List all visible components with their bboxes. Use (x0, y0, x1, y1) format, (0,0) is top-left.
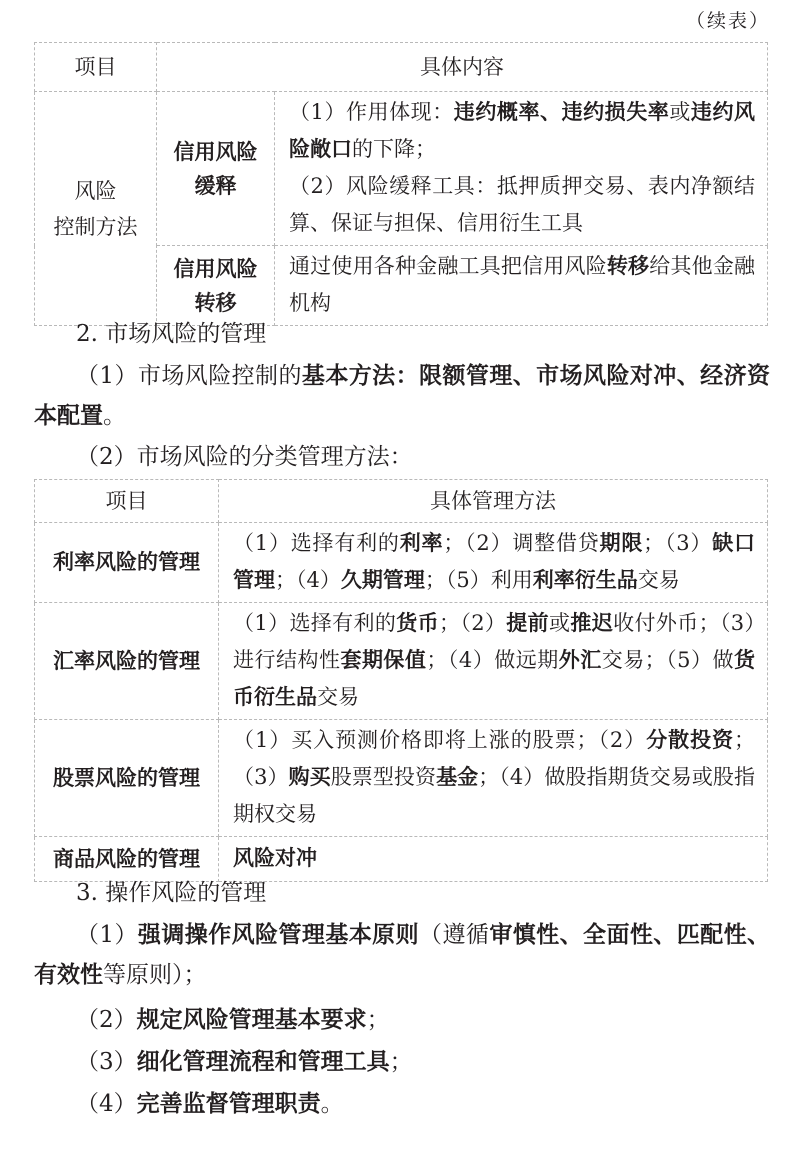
table-header-row (35, 43, 768, 92)
method-cell (219, 720, 768, 837)
section-2-heading: 2. 市场风险的管理 (76, 321, 267, 347)
table-row (35, 603, 768, 720)
text: ；（3） (233, 728, 755, 789)
text: 的下降； (352, 137, 436, 161)
subcategory-line-1: 信用风险 (173, 139, 258, 164)
category-cell (35, 92, 157, 326)
text: 或 (549, 611, 571, 635)
bold-text: 期限 (599, 531, 644, 555)
subcategory-cell (157, 92, 275, 246)
text: （3） (76, 1049, 137, 1075)
market-risk-table (34, 479, 768, 882)
subcategory-line-2: 转移 (194, 290, 237, 315)
text: （4） (76, 1091, 137, 1117)
text: 通过使用各种金融工具把信用风险 (289, 254, 607, 278)
text: （遵循 (419, 922, 490, 948)
bold-text: 审慎性、全面性、匹配性、有效性 (34, 922, 771, 988)
header-content: 具体内容 (157, 43, 768, 92)
content-paragraph: （2）风险缓释工具：抵押质押交易、表内净额结算、保证与担保、信用衍生工具 (289, 174, 755, 235)
bold-text: 规定风险管理基本要求 (136, 1007, 367, 1033)
text: 股票型投资 (330, 765, 437, 789)
text: 交易；（5）做 (601, 648, 734, 672)
section-2-paragraph-2: （2）市场风险的分类管理方法： (76, 444, 413, 470)
text: ；（4） (275, 568, 341, 592)
bold-text: 缺口管理 (233, 531, 755, 592)
item-cell: 商品风险的管理 (35, 837, 219, 882)
content-cell (275, 246, 768, 326)
item-cell: 利率风险的管理 (35, 523, 219, 603)
category-line-1: 风险 (74, 178, 117, 203)
text: 等原则）； (103, 962, 207, 988)
bold-text: 基金 (436, 765, 479, 789)
text: ；（2）调整借贷 (443, 531, 600, 555)
text: （1） (76, 922, 138, 948)
subcategory-line-1: 信用风险 (173, 256, 258, 281)
continued-label: （续表） (685, 10, 770, 32)
header-item: 项目 (35, 480, 219, 523)
bold-text: 转移 (606, 254, 650, 278)
bold-text: 外汇 (558, 648, 602, 672)
text: 。 (103, 403, 126, 429)
bold-text: 货币 (396, 611, 439, 635)
text: （1）市场风险控制的 (76, 363, 302, 389)
bold-text: 完善监督管理职责 (136, 1091, 321, 1117)
category-line-2: 控制方法 (53, 214, 138, 239)
text: （2） (76, 1007, 137, 1033)
bold-text: 利率衍生品 (532, 568, 638, 592)
method-cell (219, 523, 768, 603)
text: ；（4）做股指期货交易或股指期权交易 (233, 765, 755, 826)
text: ；（5）利用 (424, 568, 533, 592)
text: 交易 (637, 568, 680, 592)
header-item: 项目 (35, 43, 157, 92)
text: ；（3） (643, 531, 713, 555)
bold-text: 风险对冲 (233, 846, 317, 870)
text: ；（4）做远期 (426, 648, 559, 672)
bold-text: 货币衍生品 (233, 648, 755, 709)
text: （1）作用体现： (289, 100, 454, 124)
text: 收付外币；（3）进行结构性 (233, 611, 756, 672)
bold-text: 套期保值 (340, 648, 427, 672)
bold-text: 分散投资 (646, 728, 734, 752)
text: 。 (320, 1091, 344, 1117)
content-paragraph (289, 94, 755, 168)
bold-text: 细化管理流程和管理工具 (136, 1049, 390, 1075)
table-row (35, 523, 768, 603)
subcategory-line-2: 缓释 (194, 173, 237, 198)
table-row (35, 92, 768, 246)
text: （1）买入预测价格即将上涨的股票；（2） (233, 728, 647, 752)
text: （1）选择有利的 (233, 531, 400, 555)
text: 或 (669, 100, 691, 124)
bold-text: 违约风险敞口 (289, 100, 756, 161)
section-3-item-3 (76, 1042, 413, 1082)
bold-text: 利率 (399, 531, 444, 555)
text: （1）选择有利的 (233, 611, 397, 635)
bold-text: 久期管理 (340, 568, 425, 592)
item-cell: 汇率风险的管理 (35, 603, 219, 720)
table-header-row (35, 480, 768, 523)
bold-text: 推迟 (570, 611, 614, 635)
method-cell (219, 837, 768, 882)
bold-text: 基本方法：限额管理、市场风险对冲、经济资本配置 (34, 363, 771, 429)
text: ；（2） (438, 611, 507, 635)
text: ； (366, 1007, 390, 1033)
section-3-paragraph-1 (34, 915, 770, 995)
credit-risk-control-table (34, 42, 768, 326)
bold-text: 强调操作风险管理基本原则 (137, 922, 420, 948)
table-row (35, 720, 768, 837)
bold-text: 提前 (506, 611, 550, 635)
text: 交易 (317, 685, 359, 709)
header-method: 具体管理方法 (219, 480, 768, 523)
content-cell (275, 92, 768, 246)
bold-text: 违约概率、违约损失率 (453, 100, 670, 124)
text: ； (389, 1049, 413, 1075)
section-2-paragraph-1 (34, 356, 770, 436)
text: 给其他金融机构 (289, 254, 756, 315)
section-3-heading: 3. 操作风险的管理 (76, 880, 267, 906)
method-cell (219, 603, 768, 720)
item-cell: 股票风险的管理 (35, 720, 219, 837)
bold-text: 购买 (288, 765, 331, 789)
section-3-item-2 (76, 1000, 390, 1040)
section-3-item-4 (76, 1084, 344, 1124)
